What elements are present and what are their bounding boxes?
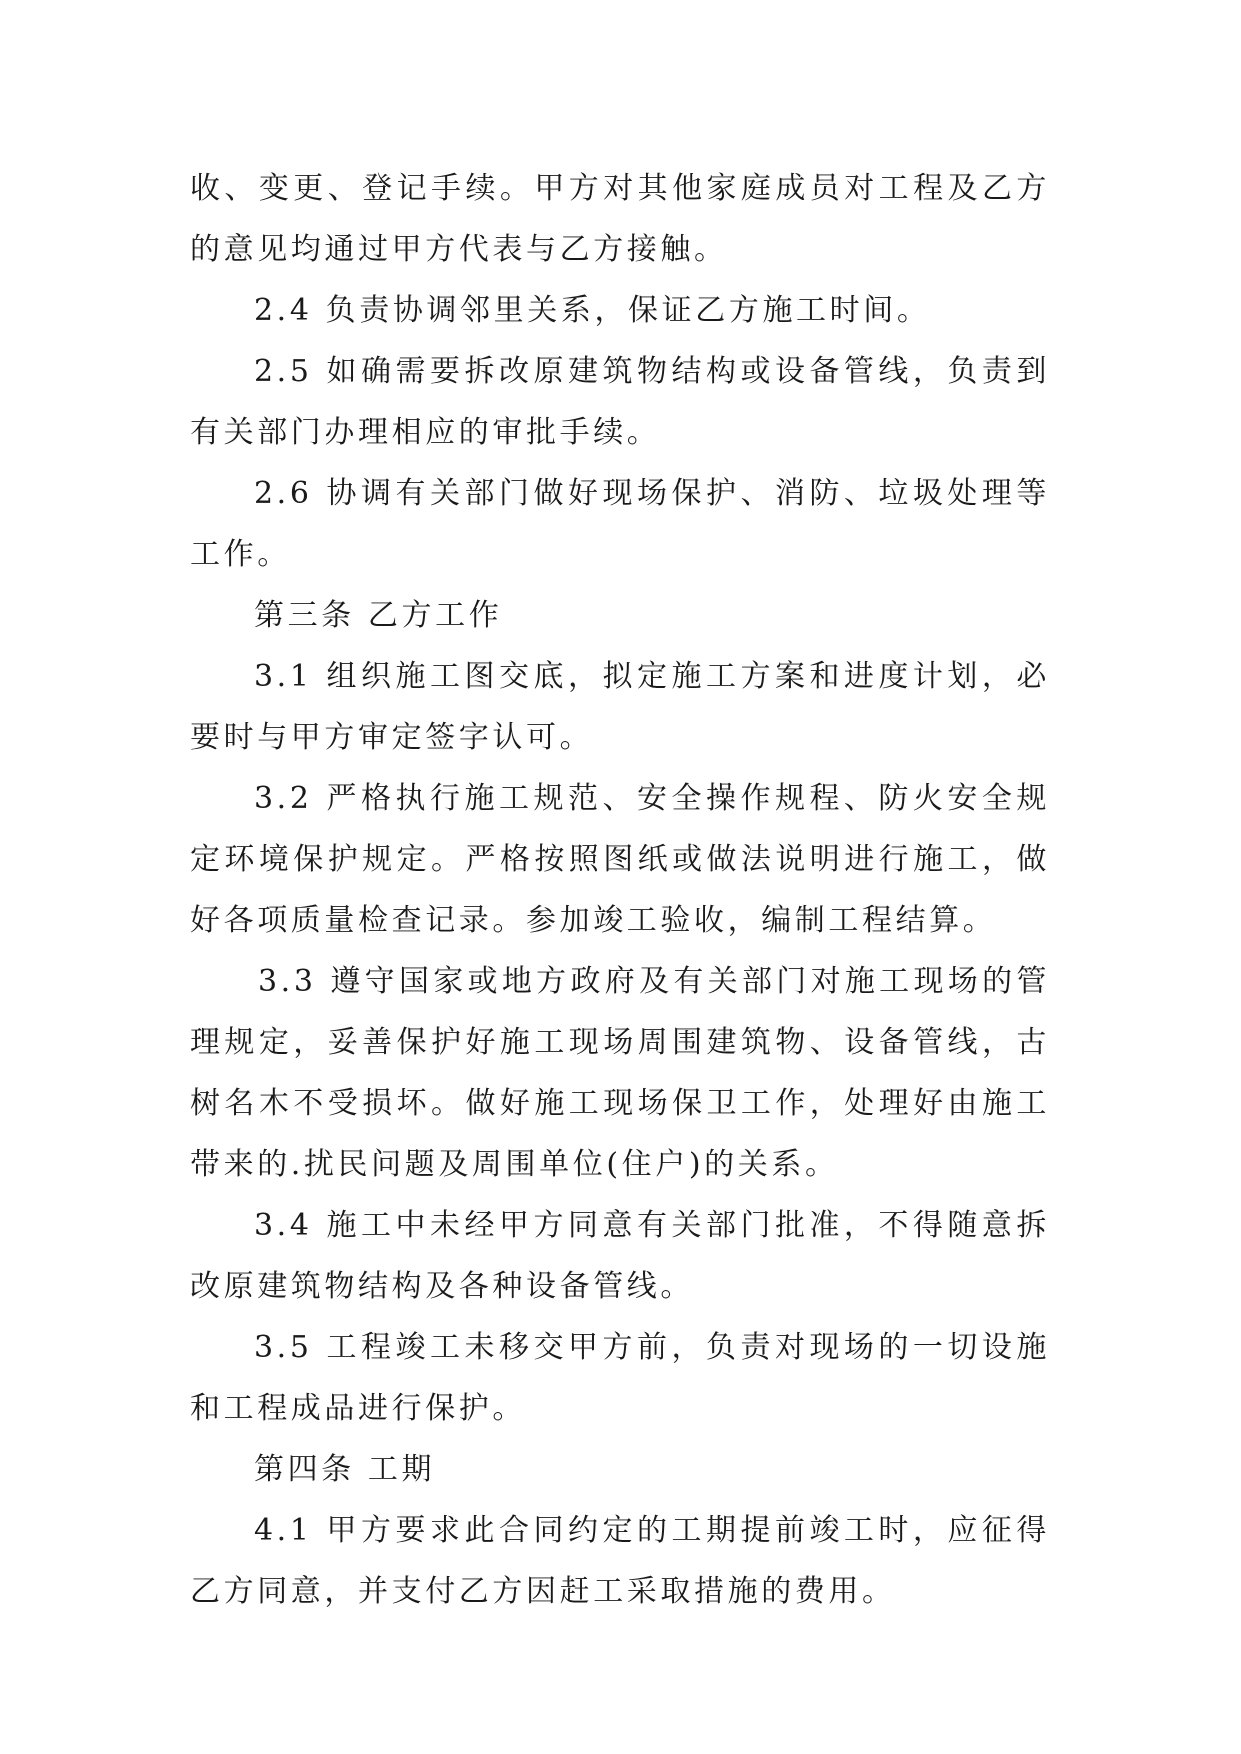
paragraph-3-5: 3.5 工程竣工未移交甲方前，负责对现场的一切设施和工程成品进行保护。 bbox=[190, 1330, 1050, 1426]
paragraph-3-1: 3.1 组织施工图交底，拟定施工方案和进度计划，必要时与甲方审定签字认可。 bbox=[190, 659, 1050, 755]
document-body bbox=[190, 158, 1050, 1622]
paragraph-2-6: 2.6 协调有关部门做好现场保护、消防、垃圾处理等工作。 bbox=[190, 476, 1050, 572]
paragraph-2-5: 2.5 如确需要拆改原建筑物结构或设备管线，负责到有关部门办理相应的审批手续。 bbox=[190, 354, 1050, 450]
paragraph-4-1: 4.1 甲方要求此合同约定的工期提前竣工时，应征得乙方同意，并支付乙方因赶工采取措施的费用。 bbox=[190, 1513, 1050, 1609]
paragraph-2-4: 2.4 负责协调邻里关系，保证乙方施工时间。 bbox=[254, 293, 931, 328]
section-heading-article-4: 第四条 工期 bbox=[254, 1452, 436, 1487]
paragraph-3-2: 3.2 严格执行施工规范、安全操作规程、防火安全规定环境保护规定。严格按照图纸或做法说明进行施工，做好各项质量检查记录。参加竣工验收，编制工程结算。 bbox=[190, 781, 1050, 938]
paragraph-3-4: 3.4 施工中未经甲方同意有关部门批准，不得随意拆改原建筑物结构及各种设备管线。 bbox=[190, 1208, 1050, 1304]
section-heading-article-3: 第三条 乙方工作 bbox=[254, 598, 503, 633]
paragraph-3-3: 3.3 遵守国家或地方政府及有关部门对施工现场的管理规定，妥善保护好施工现场周围建筑物、设备管线，古树名木不受损坏。做好施工现场保卫工作，处理好由施工带来的.扰民问题及周围单位(住户)的关系。 bbox=[190, 964, 1050, 1182]
paragraph-continuation: 收、变更、登记手续。甲方对其他家庭成员对工程及乙方的意见均通过甲方代表与乙方接触。 bbox=[190, 171, 1050, 267]
